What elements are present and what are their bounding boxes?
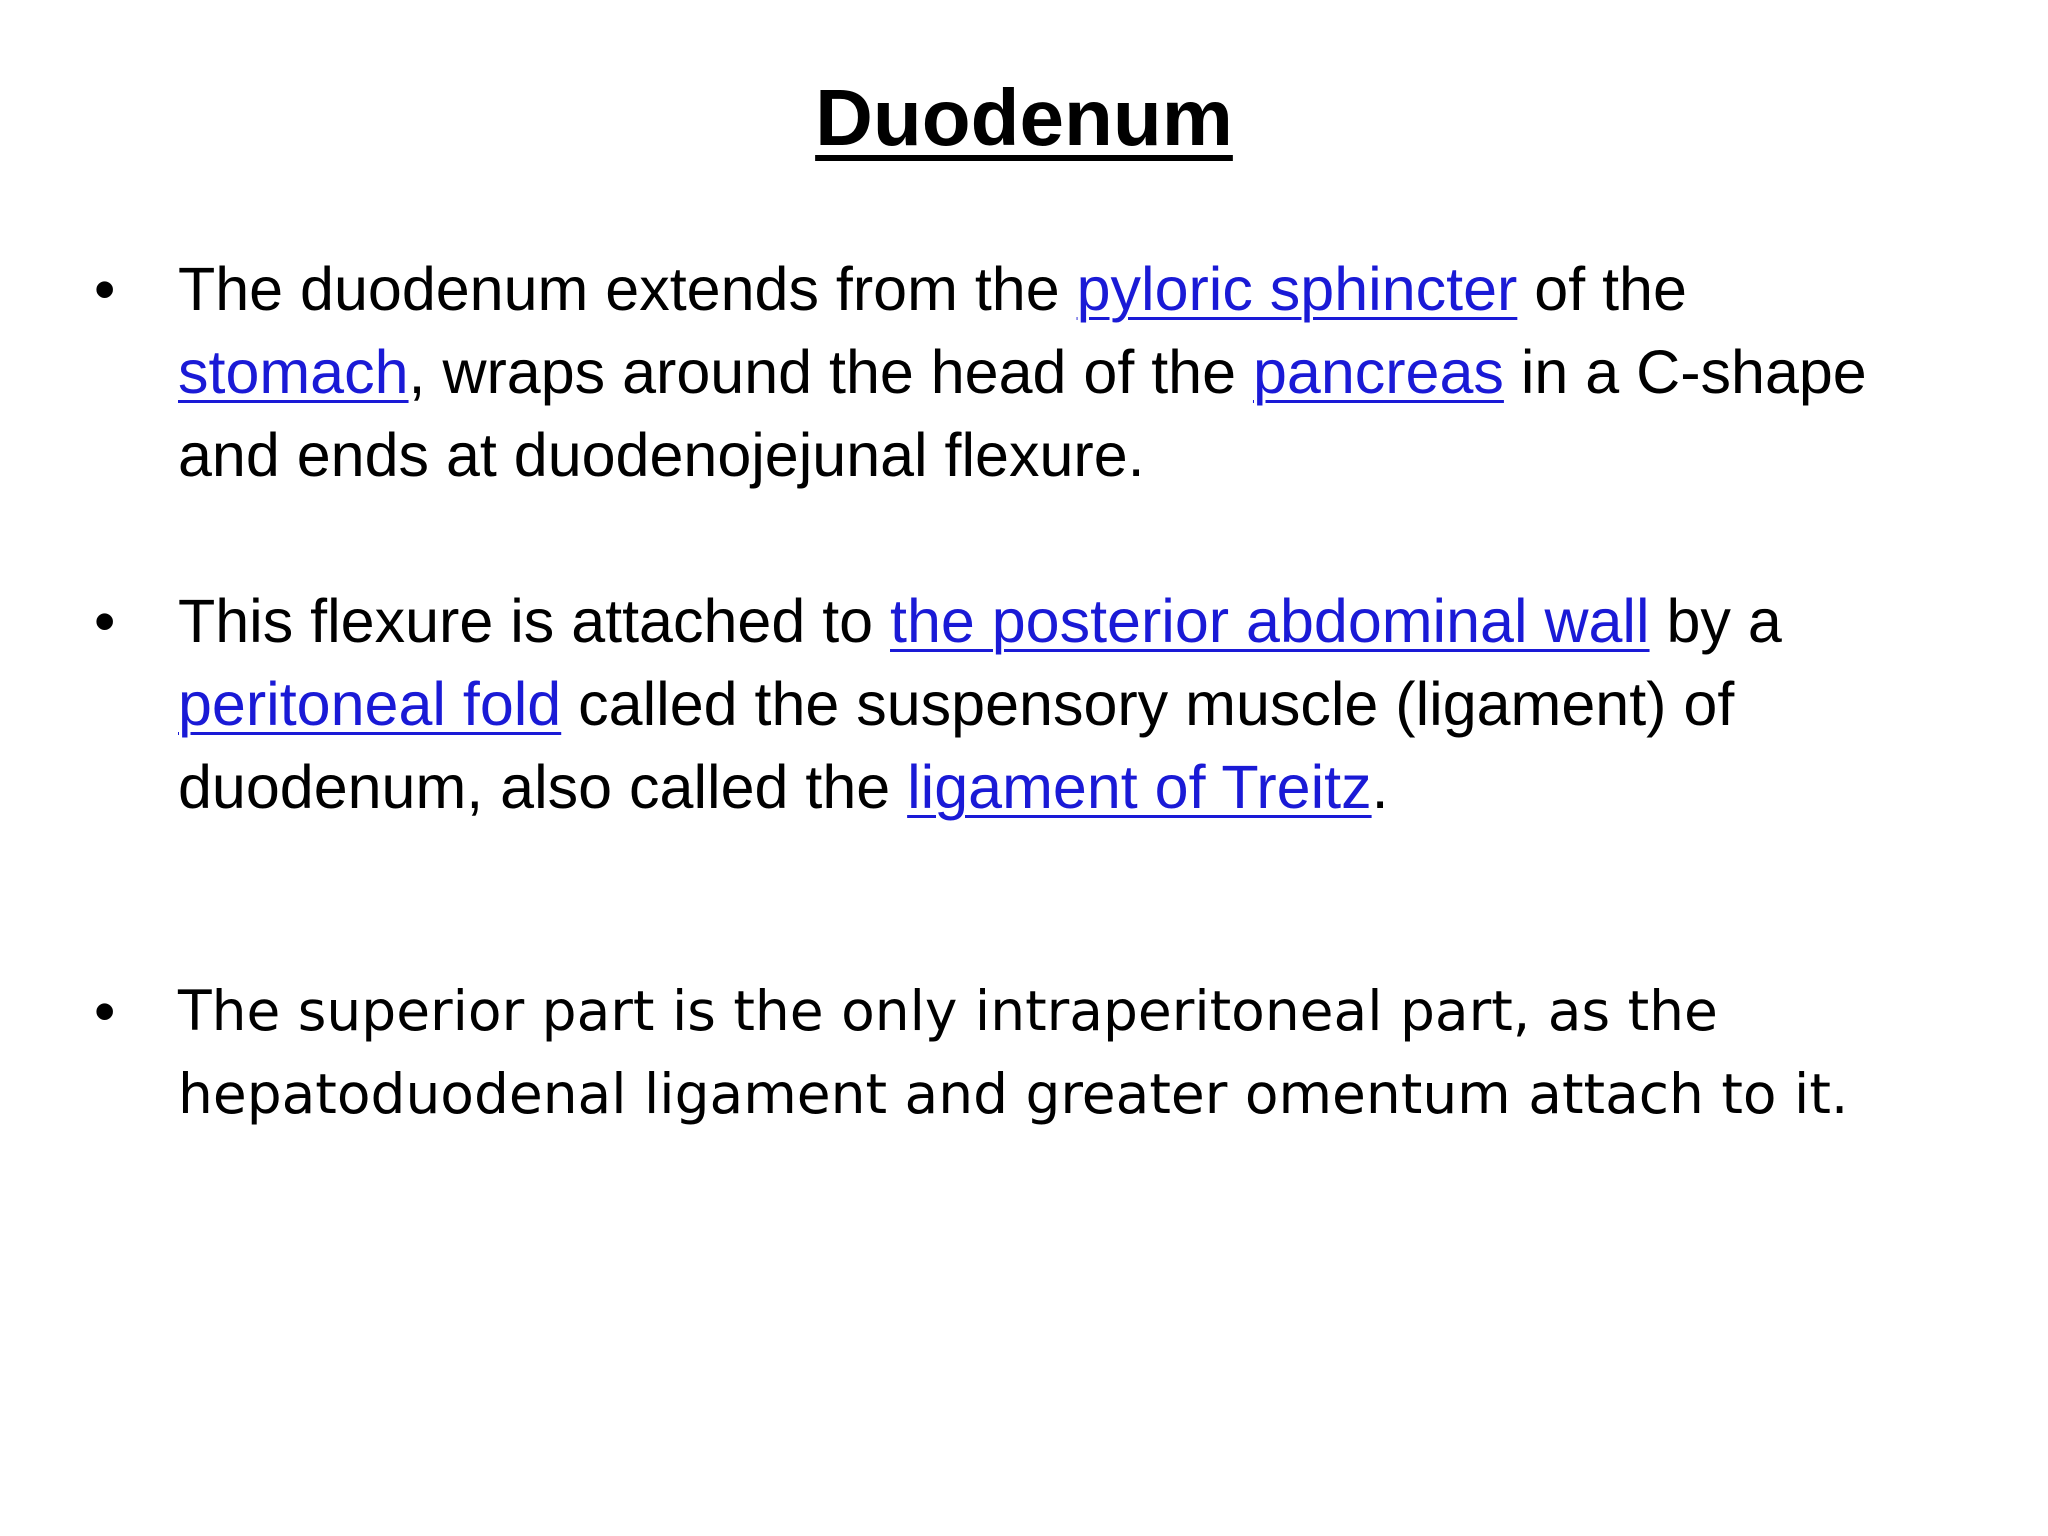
link-peritoneal-fold[interactable]: peritoneal fold <box>178 670 562 738</box>
bullet-2 <box>94 580 1878 829</box>
bullet-2-text: called the suspensory muscle (ligament) of duodenum, also called the <box>178 670 1735 821</box>
link-stomach[interactable]: stomach <box>178 338 409 406</box>
link-pyloric-sphincter[interactable]: pyloric sphincter <box>1076 255 1518 323</box>
link-posterior-abdominal-wall[interactable]: the posterior abdominal wall <box>890 587 1650 655</box>
bullet-1 <box>94 248 1938 497</box>
bullet-2-text: by a <box>1649 587 1782 655</box>
slide-title-text: Duodenum <box>815 73 1233 162</box>
slide-title <box>0 70 2048 166</box>
link-pancreas[interactable]: pancreas <box>1252 338 1504 406</box>
bullet-3 <box>94 970 1938 1136</box>
bullet-1-text: of the <box>1517 255 1687 323</box>
bullet-2-text: . <box>1371 753 1389 821</box>
bullet-marker: • <box>94 587 116 655</box>
bullet-1-text: in a C-shape and ends at duodenojejunal flexure. <box>178 338 1867 489</box>
bullet-marker: • <box>94 977 116 1045</box>
bullet-2-text: This flexure is attached to <box>178 587 891 655</box>
bullet-marker: • <box>94 255 116 323</box>
bullet-3-text: The superior part is the only intraperitoneal part, as the hepatoduodenal ligament and greater omentum attach to it. <box>178 979 1849 1126</box>
link-ligament-of-treitz[interactable]: ligament of Treitz <box>907 753 1372 821</box>
bullet-1-text: The duodenum extends from the <box>178 255 1077 323</box>
bullet-1-text: , wraps around the head of the <box>408 338 1253 406</box>
